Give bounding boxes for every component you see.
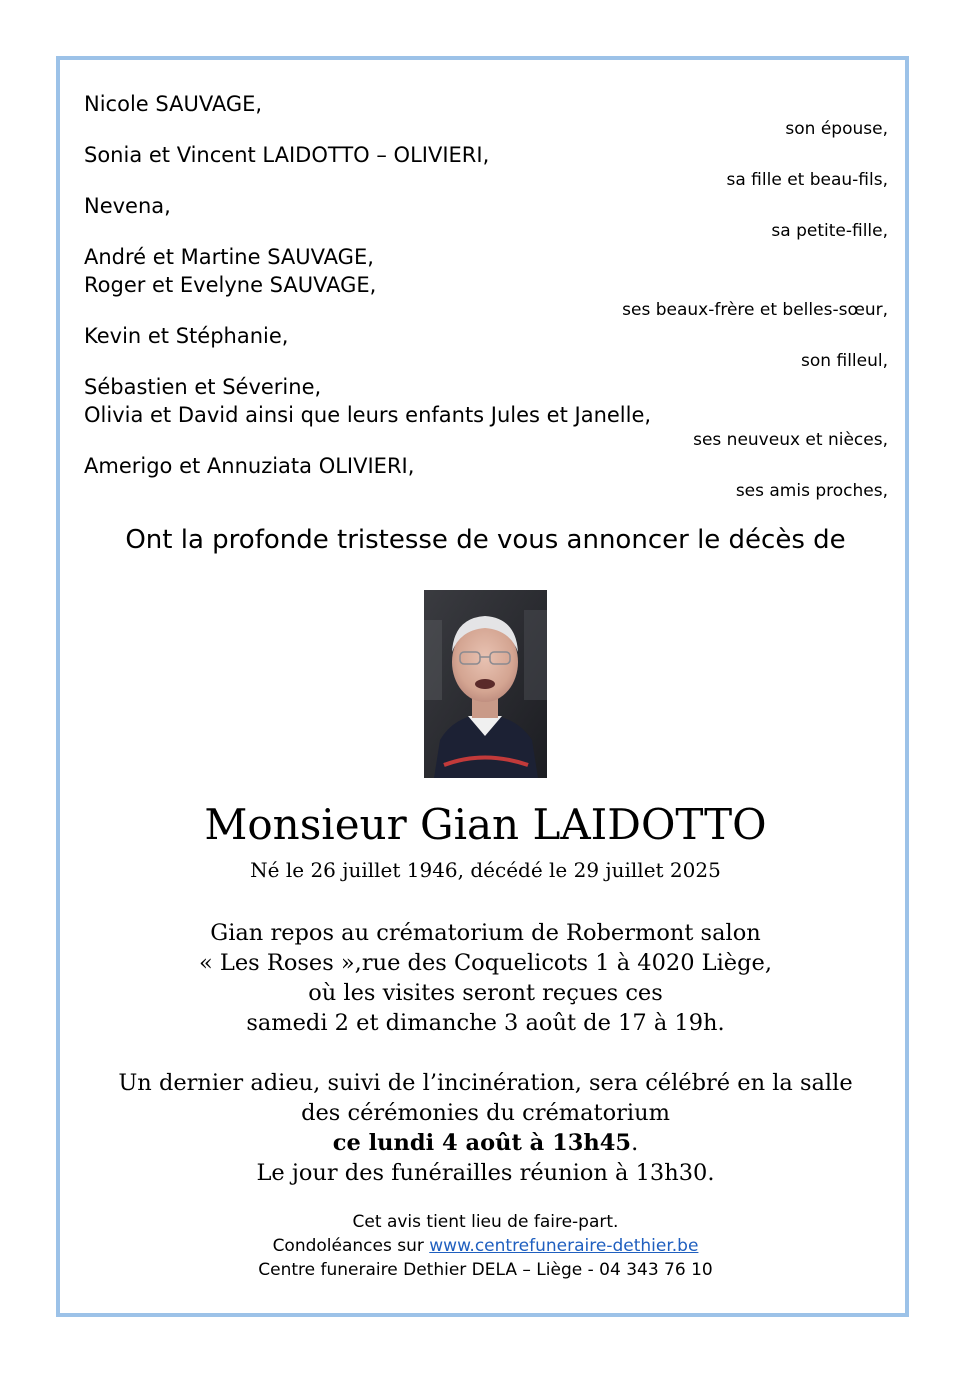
footer-notice: Cet avis tient lieu de faire-part. <box>352 1212 619 1232</box>
ceremony-info <box>60 1068 911 1188</box>
family-group-godson <box>84 322 888 372</box>
footer-contact: Centre funeraire Dethier DELA – Liège - 04 343 76 10 <box>258 1260 713 1280</box>
announcement: Ont la profonde tristesse de vous annoncer le décès de <box>125 525 846 555</box>
ceremony-date-suffix: . <box>631 1130 639 1156</box>
visitation-line: « Les Roses »,rue des Coquelicots 1 à 4020 Liège, <box>199 950 772 976</box>
ceremony-line: des cérémonies du crématorium <box>301 1100 670 1126</box>
family-name: Nicole SAUVAGE, <box>84 92 263 116</box>
family-role: sa petite-fille, <box>771 221 888 241</box>
family-name: Kevin et Stéphanie, <box>84 324 289 348</box>
family-name: André et Martine SAUVAGE, <box>84 245 374 269</box>
condolences-link[interactable]: www.centrefuneraire-dethier.be <box>429 1236 699 1256</box>
visitation-line: samedi 2 et dimanche 3 août de 17 à 19h. <box>246 1010 725 1036</box>
visitation-line: où les visites seront reçues ces <box>308 980 663 1006</box>
deceased-dates: Né le 26 juillet 1946, décédé le 29 juillet 2025 <box>250 858 721 882</box>
visitation-info <box>60 918 911 1038</box>
family-group-daughter <box>84 141 888 191</box>
ceremony-date-line <box>60 1128 911 1158</box>
family-group-spouse <box>84 90 888 140</box>
family-role: son filleul, <box>801 351 888 371</box>
family-group-nephews <box>84 373 888 451</box>
family-name: Sébastien et Séverine, <box>84 375 322 399</box>
family-name: Roger et Evelyne SAUVAGE, <box>84 273 377 297</box>
footer <box>60 1210 911 1282</box>
family-list <box>84 90 888 503</box>
deceased-portrait <box>424 590 547 778</box>
family-role: ses beaux-frère et belles-sœur, <box>622 300 888 320</box>
family-role: ses neuveux et nièces, <box>693 430 888 450</box>
deceased-name: Monsieur Gian LAIDOTTO <box>204 800 767 849</box>
family-group-friends <box>84 452 888 502</box>
ceremony-line: Un dernier adieu, suivi de l’incinération, sera célébré en la salle <box>118 1070 853 1096</box>
footer-condolences <box>60 1234 911 1258</box>
visitation-line: Gian repos au crématorium de Robermont salon <box>210 920 761 946</box>
ceremony-line: Le jour des funérailles réunion à 13h30. <box>256 1160 715 1186</box>
family-role: ses amis proches, <box>735 481 888 501</box>
family-role: sa fille et beau-fils, <box>726 170 888 190</box>
family-name: Amerigo et Annuziata OLIVIERI, <box>84 454 415 478</box>
family-group-in-laws <box>84 243 888 321</box>
family-name: Sonia et Vincent LAIDOTTO – OLIVIERI, <box>84 143 490 167</box>
family-group-granddaughter <box>84 192 888 242</box>
ceremony-date: ce lundi 4 août à 13h45 <box>332 1130 632 1156</box>
family-name: Nevena, <box>84 194 171 218</box>
condolences-prefix: Condoléances sur <box>272 1236 430 1256</box>
family-name: Olivia et David ainsi que leurs enfants Jules et Janelle, <box>84 403 652 427</box>
family-role: son épouse, <box>785 119 888 139</box>
